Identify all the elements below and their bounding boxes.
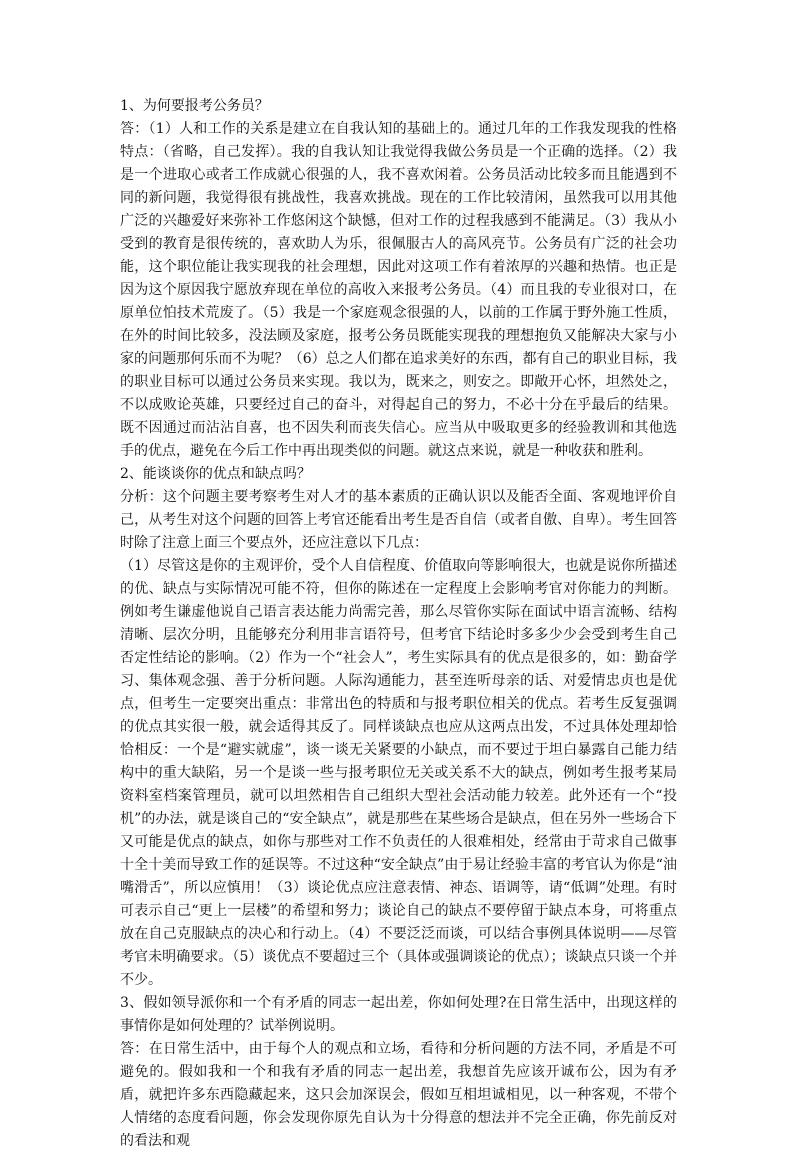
question-3-heading: 3、假如领导派你和一个有矛盾的同志一起出差，你如何处理?在日常生活中，出现这样的事情你是如何处理的？试举例说明。 <box>120 995 677 1034</box>
answer-3-paragraph: 答：在日常生活中，由于每个人的观点和立场，看待和分析问题的方法不同，矛盾是不可避免的。假如我和一个和我有矛盾的同志一起出差，我想首先应该开诚布公，因为有矛盾，就把许多东西隐藏起来，这只会加深误会，假如互相坦诚相见，以一种客观，不带个人情绪的态度看问题，你会发现你原先自认为十分得意的想法并不完全正确，你先前反对的看法和观 <box>120 1041 677 1149</box>
question-2-heading: 2、能谈谈你的优点和缺点吗？ <box>120 466 311 482</box>
answer-1-paragraph: 答：（1）人和工作的关系是建立在自我认知的基础上的。通过几年的工作我发现我的性格特点：（省略，自己发挥）。我的自我认知让我觉得我做公务员是一个正确的选择。（2）我是一个进取心或者工作成就心很强的人，我不喜欢闲着。公务员活动比较多而且能遇到不同的新问题，我觉得很有挑战性，我喜欢挑战。现在的工作比较清闲，虽然我可以用其他广泛的兴趣爱好来弥补工作悠闲这个缺憾，但对工作的过程我感到不能满足。（3）我从小受到的教育是很传统的，喜欢助人为乐，很佩服古人的高风亮节。公务员有广泛的社会功能，这个职位能让我实现我的社会理想，因此对这项工作有着浓厚的兴趣和热情。也正是因为这个原因我宁愿放弃现在单位的高收入来报考公务员。（4）而且我的专业很对口，在原单位怕技术荒废了。（5）我是一个家庭观念很强的人，以前的工作属于野外施工性质，在外的时间比较多，没法顾及家庭，报考公务员既能实现我的理想抱负又能解决大家与小家的问题那何乐而不为呢？（6）总之人们都在追求美好的东西，都有自己的职业目标，我的职业目标可以通过公务员来实现。我以为，既来之，则安之。即敞开心怀，坦然处之，不以成败论英雄，只要经过自己的奋斗，对得起自己的努力，不必十分在乎最后的结果。既不因通过而沾沾自喜，也不因失利而丧失信心。应当从中吸取更多的经验教训和其他选手的优点，避免在今后工作中再出现类似的问题。就这点来说，就是一种收获和胜利。 <box>120 121 677 459</box>
question-1-heading: 1、为何要报考公务员？ <box>120 98 269 114</box>
document-body <box>120 95 677 1153</box>
analysis-2-intro: 分析：这个问题主要考察考生对人才的基本素质的正确认识以及能否全面、客观地评价自己，从考生对这个问题的回答上考官还能看出考生是否自信（或者自傲、自卑）。考生回答时除了注意上面三个要点外，还应注意以下几点： <box>120 489 677 551</box>
analysis-2-points: （1）尽管这是你的主观评价，受个人自信程度、价值取向等影响很大，也就是说你所描述的优、缺点与实际情况可能不符，但你的陈述在一定程度上会影响考官对你能力的判断。例如考生谦虚他说自己语言表达能力尚需完善，那么尽管你实际在面试中语言流畅、结构清晰、层次分明，且能够充分利用非言语符号，但考官下结论时多多少少会受到考生自己否定性结论的影响。（2）作为一个“社会人”，考生实际具有的优点是很多的，如：勤奋学习、集体观念强、善于分析问题。人际沟通能力，甚至连听母亲的话、对爱情忠贞也是优点，但考生一定要突出重点：非常出色的特质和与报考职位相关的优点。若考生反复强调的优点其实很一般，就会适得其反了。同样谈缺点也应从这两点出发，不过具体处理却恰恰相反：一个是“避实就虚”，谈一谈无关紧要的小缺点，而不要过于坦白暴露自己能力结构中的重大缺陷，另一个是谈一些与报考职位无关或关系不大的缺点，例如考生报考某局资料室档案管理员，就可以坦然相告自己组织大型社会活动能力较差。此外还有一个“投机”的办法，就是谈自己的“安全缺点”，就是那些在某些场合是缺点，但在另外一些场合下又可能是优点的缺点，如你与那些对工作不负责任的人很难相处，经常由于苛求自己做事十全十美而导致工作的延误等。不过这种“安全缺点”由于易让经验丰富的考官认为你是“油嘴滑舌”，所以应慎用！（3）谈论优点应注意表情、神态、语调等，请“低调”处理。有时可表示自己“更上一层楼”的希望和努力；谈论自己的缺点不要停留于缺点本身，可将重点放在自己克服缺点的决心和行动上。（4）不要泛泛而谈，可以结合事例具体说明——尽管考官未明确要求。（5）谈优点不要超过三个（具体或强调谈论的优点）；谈缺点只谈一个并不少。 <box>120 558 677 988</box>
